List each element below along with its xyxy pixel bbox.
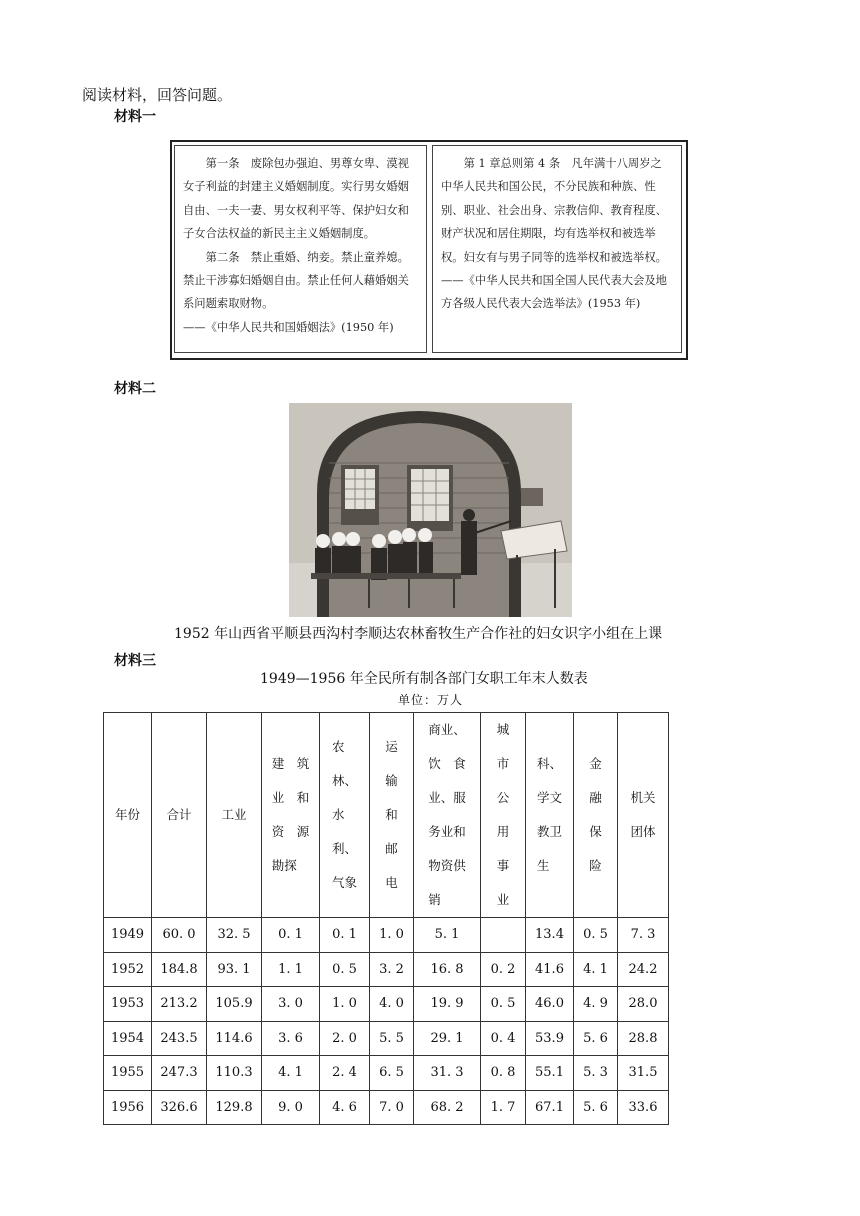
material3-label: 材料三 bbox=[114, 653, 156, 669]
column-header-line: 学文 bbox=[536, 790, 562, 805]
column-header bbox=[152, 713, 207, 918]
election-law-article: 第 1 章总则第 4 条 凡年满十八周岁之中华人民共和国公民，不分民族和种族、性别、职业、社会出身、宗教信仰、教育程度、财产状况和居住期限，均有选举权和被选举权。妇女有与男子同等的选举权和被选举权。 bbox=[441, 157, 667, 264]
value-cell bbox=[481, 918, 526, 953]
value-cell: 105.9 bbox=[207, 987, 262, 1022]
election-law-source: ——《中华人民共和国全国人民代表大会及地方各级人民代表大会选举法》(1953 年) bbox=[441, 274, 667, 311]
column-header-line: 林、 bbox=[331, 773, 357, 788]
value-cell: 184.8 bbox=[152, 952, 207, 987]
value-cell: 68. 2 bbox=[414, 1090, 481, 1125]
column-header-line: 邮 bbox=[385, 841, 398, 856]
column-header-line: 教卫 bbox=[536, 824, 562, 839]
year-cell: 1954 bbox=[104, 1021, 152, 1056]
column-header-line: 融 bbox=[589, 790, 602, 805]
marriage-law-article2: 第二条 禁止重婚、纳妾。禁止童养媳。禁止干涉寡妇婚姻自由。禁止任何人藉婚姻关系问题索取财物。 bbox=[183, 250, 409, 311]
value-cell: 1. 7 bbox=[481, 1090, 526, 1125]
year-cell: 1956 bbox=[104, 1090, 152, 1125]
column-header-line: 机关 bbox=[630, 790, 656, 805]
value-cell: 55.1 bbox=[526, 1056, 574, 1091]
column-header bbox=[320, 713, 370, 918]
value-cell: 0. 5 bbox=[320, 952, 370, 987]
value-cell: 7. 3 bbox=[618, 918, 669, 953]
election-law-panel bbox=[432, 145, 682, 353]
column-header-line: 建 筑 bbox=[271, 756, 310, 771]
value-cell: 19. 9 bbox=[414, 987, 481, 1022]
value-cell: 4. 6 bbox=[320, 1090, 370, 1125]
column-header-line: 事 bbox=[496, 858, 510, 873]
value-cell: 60. 0 bbox=[152, 918, 207, 953]
column-header-line: 业 bbox=[496, 892, 510, 907]
value-cell: 247.3 bbox=[152, 1056, 207, 1091]
value-cell: 4. 1 bbox=[574, 952, 618, 987]
column-header bbox=[618, 713, 669, 918]
table-row bbox=[104, 987, 669, 1022]
year-cell: 1952 bbox=[104, 952, 152, 987]
value-cell: 5. 3 bbox=[574, 1056, 618, 1091]
table-header-row bbox=[104, 713, 669, 918]
value-cell: 0. 1 bbox=[320, 918, 370, 953]
column-header-line: 务业和 bbox=[428, 824, 466, 839]
year-cell: 1949 bbox=[104, 918, 152, 953]
value-cell: 6. 5 bbox=[370, 1056, 414, 1091]
year-cell: 1955 bbox=[104, 1056, 152, 1091]
column-header-line: 金 bbox=[589, 756, 602, 771]
value-cell: 13.4 bbox=[526, 918, 574, 953]
table-row bbox=[104, 1056, 669, 1091]
value-cell: 0. 1 bbox=[262, 918, 320, 953]
year-cell: 1953 bbox=[104, 987, 152, 1022]
column-header bbox=[481, 713, 526, 918]
value-cell: 1. 0 bbox=[320, 987, 370, 1022]
literacy-class-photo bbox=[289, 403, 572, 617]
female-workers-table bbox=[103, 712, 669, 1125]
column-header bbox=[104, 713, 152, 918]
value-cell: 9. 0 bbox=[262, 1090, 320, 1125]
column-header-line: 科、 bbox=[536, 756, 562, 771]
column-header-line: 和 bbox=[385, 807, 398, 822]
column-header-line: 合计 bbox=[166, 807, 192, 822]
value-cell: 28.8 bbox=[618, 1021, 669, 1056]
value-cell: 41.6 bbox=[526, 952, 574, 987]
value-cell: 53.9 bbox=[526, 1021, 574, 1056]
value-cell: 5. 5 bbox=[370, 1021, 414, 1056]
column-header-line: 利、 bbox=[331, 841, 357, 856]
table-row bbox=[104, 952, 669, 987]
material1-frame bbox=[170, 140, 688, 360]
value-cell: 114.6 bbox=[207, 1021, 262, 1056]
column-header-line: 险 bbox=[589, 858, 602, 873]
column-header-line: 电 bbox=[385, 875, 398, 890]
table-row bbox=[104, 1021, 669, 1056]
value-cell: 16. 8 bbox=[414, 952, 481, 987]
value-cell: 0. 5 bbox=[574, 918, 618, 953]
column-header-line: 农 bbox=[331, 739, 345, 754]
value-cell: 243.5 bbox=[152, 1021, 207, 1056]
column-header bbox=[526, 713, 574, 918]
column-header-line: 销 bbox=[428, 892, 441, 907]
value-cell: 3. 0 bbox=[262, 987, 320, 1022]
value-cell: 5. 1 bbox=[414, 918, 481, 953]
value-cell: 67.1 bbox=[526, 1090, 574, 1125]
value-cell: 5. 6 bbox=[574, 1090, 618, 1125]
column-header-line: 市 bbox=[496, 756, 510, 771]
value-cell: 0. 5 bbox=[481, 987, 526, 1022]
column-header-line: 饮 食 bbox=[428, 756, 466, 771]
value-cell: 1. 1 bbox=[262, 952, 320, 987]
value-cell: 0. 4 bbox=[481, 1021, 526, 1056]
column-header-line: 物资供 bbox=[428, 858, 466, 873]
marriage-law-panel bbox=[174, 145, 427, 353]
column-header-line: 工业 bbox=[221, 807, 247, 822]
value-cell: 33.6 bbox=[618, 1090, 669, 1125]
column-header-line: 业、服 bbox=[428, 790, 466, 805]
value-cell: 32. 5 bbox=[207, 918, 262, 953]
value-cell: 5. 6 bbox=[574, 1021, 618, 1056]
value-cell: 3. 2 bbox=[370, 952, 414, 987]
column-header bbox=[414, 713, 481, 918]
value-cell: 7. 0 bbox=[370, 1090, 414, 1125]
column-header-line: 水 bbox=[331, 807, 345, 822]
column-header-line: 城 bbox=[496, 722, 510, 737]
column-header-line: 勘探 bbox=[271, 858, 297, 873]
material1-label: 材料一 bbox=[114, 109, 156, 125]
table-title: 1949—1956 年全民所有制各部门女职工年末人数表 bbox=[260, 671, 588, 687]
value-cell: 110.3 bbox=[207, 1056, 262, 1091]
column-header-line: 气象 bbox=[331, 875, 357, 890]
column-header bbox=[207, 713, 262, 918]
value-cell: 2. 4 bbox=[320, 1056, 370, 1091]
column-header bbox=[370, 713, 414, 918]
intro-text: 阅读材料，回答问题。 bbox=[82, 86, 233, 104]
value-cell: 0. 2 bbox=[481, 952, 526, 987]
column-header-line: 资 源 bbox=[271, 824, 310, 839]
value-cell: 4. 9 bbox=[574, 987, 618, 1022]
table-unit: 单位：万人 bbox=[398, 693, 464, 707]
marriage-law-article1: 第一条 废除包办强迫、男尊女卑、漠视女子利益的封建主义婚姻制度。实行男女婚姻自由、一夫一妻、男女权利平等、保护妇女和子女合法权益的新民主主义婚姻制度。 bbox=[183, 157, 409, 241]
value-cell: 93. 1 bbox=[207, 952, 262, 987]
column-header-line: 公 bbox=[496, 790, 510, 805]
column-header-line: 保 bbox=[589, 824, 602, 839]
value-cell: 31. 3 bbox=[414, 1056, 481, 1091]
column-header-line: 业 和 bbox=[271, 790, 310, 805]
value-cell: 24.2 bbox=[618, 952, 669, 987]
column-header bbox=[262, 713, 320, 918]
value-cell: 46.0 bbox=[526, 987, 574, 1022]
value-cell: 4. 1 bbox=[262, 1056, 320, 1091]
table-row bbox=[104, 1090, 669, 1125]
column-header-line: 商业、 bbox=[428, 722, 466, 737]
material2-label: 材料二 bbox=[114, 381, 156, 397]
value-cell: 2. 0 bbox=[320, 1021, 370, 1056]
column-header bbox=[574, 713, 618, 918]
value-cell: 213.2 bbox=[152, 987, 207, 1022]
column-header-line: 生 bbox=[536, 858, 550, 873]
column-header-line: 团体 bbox=[630, 824, 656, 839]
value-cell: 1. 0 bbox=[370, 918, 414, 953]
value-cell: 29. 1 bbox=[414, 1021, 481, 1056]
value-cell: 3. 6 bbox=[262, 1021, 320, 1056]
value-cell: 4. 0 bbox=[370, 987, 414, 1022]
value-cell: 0. 8 bbox=[481, 1056, 526, 1091]
column-header-line: 输 bbox=[385, 773, 398, 788]
photo-caption: 1952 年山西省平顺县西沟村李顺达农林畜牧生产合作社的妇女识字小组在上课 bbox=[174, 626, 663, 642]
value-cell: 129.8 bbox=[207, 1090, 262, 1125]
column-header-line: 运 bbox=[385, 739, 398, 754]
column-header-line: 年份 bbox=[114, 807, 140, 822]
value-cell: 31.5 bbox=[618, 1056, 669, 1091]
marriage-law-source: ——《中华人民共和国婚姻法》(1950 年) bbox=[183, 320, 394, 334]
table-row bbox=[104, 918, 669, 953]
value-cell: 326.6 bbox=[152, 1090, 207, 1125]
value-cell: 28.0 bbox=[618, 987, 669, 1022]
column-header-line: 用 bbox=[496, 824, 510, 839]
